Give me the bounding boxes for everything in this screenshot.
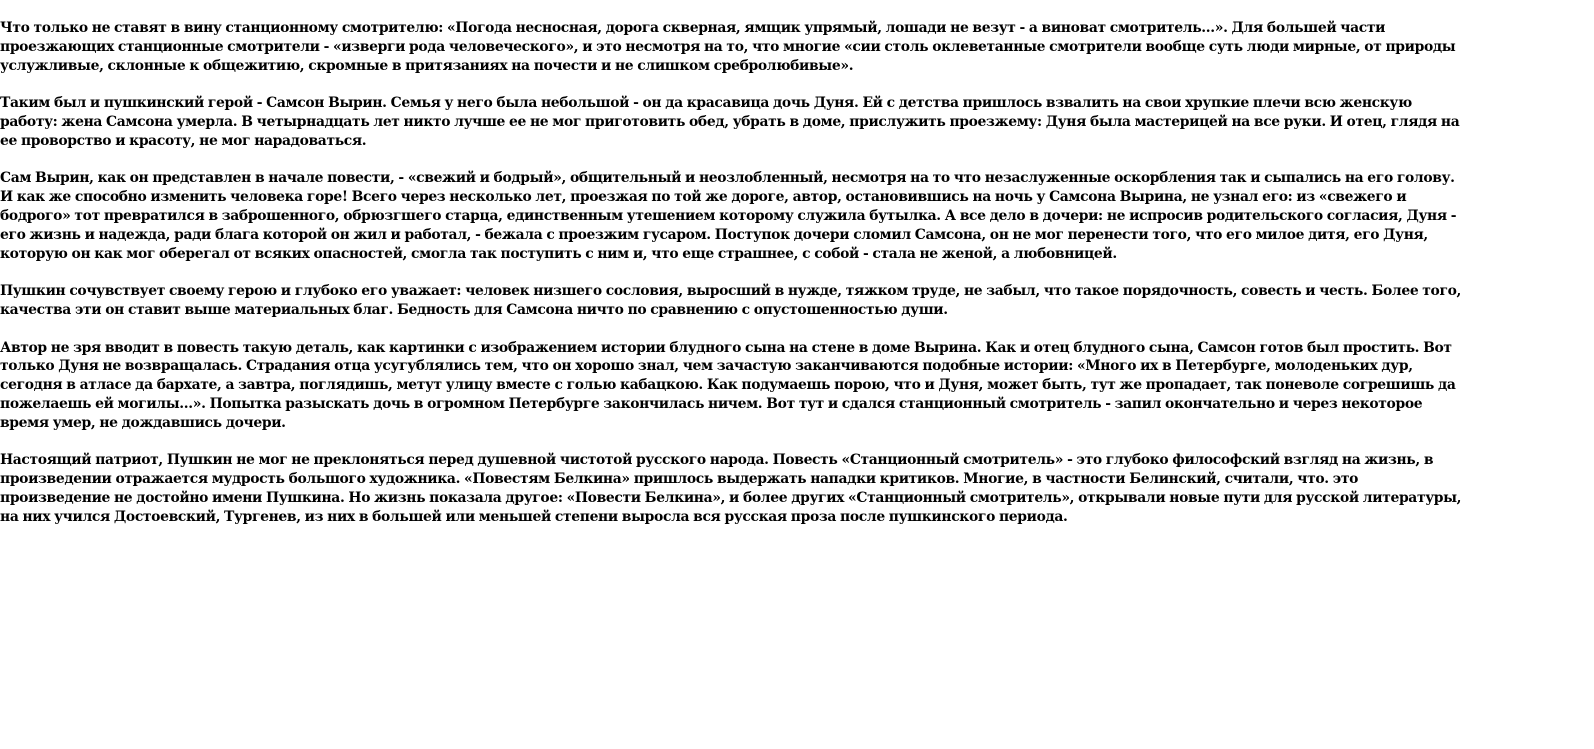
paragraph: Таким был и пушкинский герой - Самсон Вырин. Семья у него была небольшой - он да красавица дочь Дуня. Ей с детства пришлось взвалить на свои хрупкие плечи всю женскую работу: жена Самсона умерла. В четырнадцать лет никто лучше ее не мог приготовить обед, убрать в доме, прислужить проезжему: Дуня была мастерицей на все руки. И отец, глядя на ее проворство и красоту, не мог нарадоваться. <box>0 95 1460 149</box>
paragraph: Пушкин сочувствует своему герою и глубоко его уважает: человек низшего сословия, выросший в нужде, тяжком труде, не забыл, что такое порядочность, совесть и честь. Более того, качества эти он ставит выше материальных благ. Бедность для Самсона ничто по сравнению с опустошенностью души. <box>0 283 1462 318</box>
paragraph: Автор не зря вводит в повесть такую деталь, как картинки с изображением истории блудного сына на стене в доме Вырина. Как и отец блудного сына, Самсон готов был простить. Вот только Дуня не возвращалась. Страдания отца усугублялись тем, что он хорошо знал, чем зачастую заканчиваются подобные истории: «Много их в Петербурге, молоденьких дур, сегодня в атласе да бархате, а завтра, поглядишь, метут улицу вместе с голью кабацкою. Как подумаешь порою, что и Дуня, может быть, тут же пропадает, так поневоле согрешишь да пожелаешь ей могилы...». Попытка разыскать дочь в огромном Петербурге закончилась ничем. Вот тут и сдался станционный смотритель - запил окончательно и через некоторое время умер, не дождавшись дочери. <box>0 339 1456 431</box>
paragraph: Сам Вырин, как он представлен в начале повести, - «свежий и бодрый», общительный и неозлобленный, несмотря на то что незаслуженные оскорбления так и сыпались на его голову. И как же способно изменить человека горе! Всего через несколько лет, проезжая по той же дороге, автор, остановившись на ночь у Самсона Вырина, не узнал его: из «свежего и бодрого» тот превратился в заброшенного, обрюзгшего старца, единственным утешением которому служила бутылка. А все дело в дочери: не испросив родительского согласия, Дуня - его жизнь и надежда, ради блага которой он жил и работал, - бежала с проезжим гусаром. Поступок дочери сломил Самсона, он не мог перенести того, что его милое дитя, его Дуня, которую он как мог оберегал от всяких опасностей, смогла так поступить с ним и, что еще страшнее, с собой - стала не женой, а любовницей. <box>0 170 1457 262</box>
paragraph: Что только не ставят в вину станционному смотрителю: «Погода несносная, дорога скверная, ямщик упрямый, лошади не везут - а виноват смотритель...». Для большей части проезжающих станционные смотрители - «изверги рода человеческого», и это несмотря на то, что многие «сии столь оклеветанные смотрители вообще суть люди мирные, от природы услужливые, склонные к общежитию, скромные в притязаниях на почести и не слишком сребролюбивые». <box>0 20 1456 74</box>
document-body <box>0 19 1462 545</box>
paragraph: Настоящий патриот, Пушкин не мог не преклоняться перед душевной чистотой русского народа. Повесть «Станционный смотритель» - это глубоко философский взгляд на жизнь, в произведении отражается мудрость большого художника. «Повестям Белкина» пришлось выдержать нападки критиков. Многие, в частности Белинский, считали, что. это произведение не достойно имени Пушкина. Но жизнь показала другое: «Повести Белкина», и более других «Станционный смотритель», открывали новые пути для русской литературы, на них учился Достоевский, Тургенев, из них в большей или меньшей степени выросла вся русская проза после пушкинского периода. <box>0 452 1462 525</box>
